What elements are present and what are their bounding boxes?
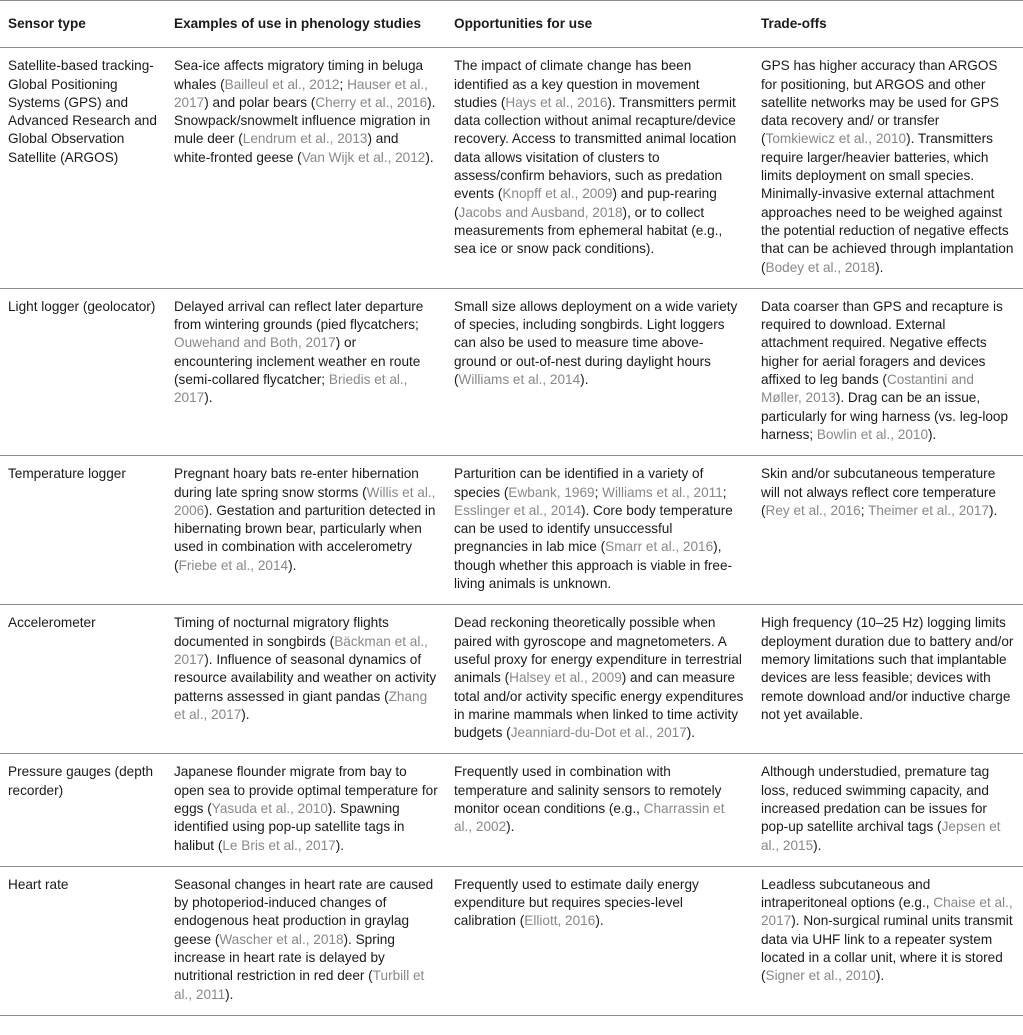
tradeoffs-cell — [753, 866, 1023, 1015]
table-body — [0, 48, 1023, 1016]
cell-text: ). — [580, 372, 589, 388]
examples-cell — [166, 866, 446, 1015]
tradeoffs-cell — [753, 605, 1023, 754]
table-row — [0, 754, 1023, 866]
cell-text: ). Transmitters permit data collection without animal recapture/device recovery. Access to transmitted animal location data allows visitation of clusters to assess/confirm behaviors, such as predation events ( — [454, 94, 737, 202]
cell-text: ). — [686, 725, 696, 741]
opportunities-cell — [446, 605, 753, 754]
cell-text: ). — [425, 149, 434, 165]
citation-link[interactable]: Theimer et al., 2017 — [868, 502, 989, 518]
cell-text: ). — [288, 557, 297, 573]
sensor-type-cell: Heart rate — [0, 866, 166, 1015]
cell-text: Leadless subcutaneous and intraperitoneal options (e.g., — [761, 876, 934, 911]
citation-link[interactable]: Cherry et al., 2016 — [315, 94, 428, 110]
opportunities-cell — [446, 866, 753, 1015]
cell-text: Skin and/or subcutaneous temperature will not always reflect core temperature ( — [761, 466, 996, 518]
citation-link[interactable]: Lendrum et al., 2013 — [242, 131, 368, 147]
sensor-type-cell: Pressure gauges (depth recorder) — [0, 754, 166, 866]
sensor-type-cell: Temperature logger — [0, 456, 166, 605]
citation-link[interactable]: Briedis et al., 2017 — [174, 372, 408, 406]
tradeoffs-cell — [753, 456, 1023, 605]
header-sensor-type: Sensor type — [0, 1, 166, 48]
sensor-type-cell: Satellite-based tracking- Global Positioning Systems (GPS) and Advanced Research and Global Observation Satellite (ARGOS) — [0, 48, 166, 289]
citation-link[interactable]: Costantini and Møller, 2013 — [761, 372, 974, 406]
opportunities-cell — [446, 456, 753, 605]
sensor-type-cell: Light logger (geolocator) — [0, 288, 166, 455]
citation-link[interactable]: Bodey et al., 2018 — [765, 259, 876, 275]
header-opportunities: Opportunities for use — [446, 1, 753, 48]
table-row — [0, 456, 1023, 605]
citation-link[interactable]: Williams et al., 2014 — [458, 372, 581, 388]
cell-text: ). Snowpack/snowmelt influence migration in mule deer ( — [174, 94, 436, 147]
cell-text: ). Spring increase in heart rate is delayed by nutritional restriction in red deer ( — [174, 931, 395, 984]
cell-text: Parturition can be identified in a variety of species ( — [454, 466, 704, 500]
cell-text: The impact of climate change has been identified as a key question in movement studies ( — [454, 58, 700, 110]
cell-text: ) and pup-rearing ( — [454, 186, 717, 220]
citation-link[interactable]: Elliott, 2016 — [524, 913, 596, 929]
table-row — [0, 288, 1023, 455]
cell-text: ), or to collect measurements from ephemeral habitat (e.g., sea ice or snow pack conditions). — [454, 204, 723, 257]
citation-link[interactable]: Wascher et al., 2018 — [219, 931, 344, 947]
cell-text: ). Influence of seasonal dynamics of resource availability and weather on activity patterns assessed in giant pandas ( — [174, 651, 437, 704]
sensor-type-cell: Accelerometer — [0, 605, 166, 754]
cell-text: ). — [225, 986, 234, 1002]
citation-link[interactable]: Williams et al., 2011 — [602, 484, 723, 500]
examples-cell — [166, 754, 446, 866]
cell-text: ). — [595, 913, 604, 929]
table-row — [0, 866, 1023, 1015]
citation-link[interactable]: Hays et al., 2016 — [505, 94, 608, 110]
citation-link[interactable]: Willis et al., 2006 — [174, 484, 436, 518]
citation-link[interactable]: Hauser et al., 2017 — [174, 76, 428, 110]
cell-text: Seasonal changes in heart rate are caused by photoperiod-induced changes of endogenous heat production in graylag geese ( — [174, 876, 434, 947]
cell-text: Frequently used to estimate daily energy expenditure but requires species-level calibration ( — [454, 876, 699, 929]
cell-text: ) or encountering inclement weather en route (semi-collared flycatcher; — [174, 335, 421, 388]
cell-text: Pregnant hoary bats re-enter hibernation during late spring snow storms ( — [174, 466, 419, 500]
cell-text: ). — [204, 390, 213, 406]
cell-text: Sea-ice affects migratory timing in beluga whales ( — [174, 58, 424, 92]
table-row — [0, 48, 1023, 289]
examples-cell — [166, 605, 446, 754]
cell-text: ) and polar bears ( — [204, 94, 316, 110]
citation-link[interactable]: Turbill et al., 2011 — [174, 968, 425, 1002]
citation-link[interactable]: Signer et al., 2010 — [765, 968, 876, 984]
cell-text: GPS has higher accuracy than ARGOS for positioning, but ARGOS and other satellite networks may be used for GPS data recovery and/ or transfer ( — [761, 58, 999, 147]
cell-text: ). Core body temperature can be used to identify unsuccessful pregnancies in lab mice ( — [454, 502, 733, 555]
cell-text: Although understudied, premature tag loss, reduced swimming capacity, and increased predation can be issues for pop-up satellite archival tags ( — [761, 764, 990, 835]
citation-link[interactable]: Chaise et al., 2017 — [761, 895, 1013, 929]
citation-link[interactable]: Charrassin et al., 2002 — [454, 800, 725, 835]
cell-text: ). Gestation and parturition detected in hibernating brown bear, particularly when used in combination with accelerometry ( — [174, 502, 436, 573]
citation-link[interactable]: Tomkiewicz et al., 2010 — [765, 131, 907, 147]
table-row — [0, 605, 1023, 754]
cell-text: ). — [875, 259, 884, 275]
cell-text: Dead reckoning theoretically possible when paired with gyroscope and magnetometers. A useful proxy for energy expenditure in terrestrial animals ( — [454, 615, 742, 686]
citation-link[interactable]: Yasuda et al., 2010 — [211, 800, 328, 816]
cell-text: ). Transmitters require larger/heavier batteries, which limits deployment on small species. Minimally-invasive external attachment approaches need to be weighed against the potential reduction of negative effects that can be achieved through implantation ( — [761, 131, 1014, 275]
header-row — [0, 1, 1023, 48]
tradeoffs-cell — [753, 48, 1023, 289]
cell-text: ; — [722, 484, 727, 500]
cell-text: Small size allows deployment on a wide variety of species, including songbirds. Light loggers can also be used to measure time above-ground or out-of-nest during daylight hours ( — [454, 298, 738, 388]
opportunities-cell — [446, 754, 753, 866]
cell-text: Timing of nocturnal migratory flights documented in songbirds ( — [174, 615, 389, 649]
citation-link[interactable]: Bäckman et al., 2017 — [174, 633, 428, 667]
cell-text: ; — [594, 484, 603, 500]
header-trade-offs: Trade-offs — [753, 1, 1023, 48]
cell-text: ). — [875, 968, 885, 984]
opportunities-cell — [446, 288, 753, 455]
cell-text: ). Drag can be an issue, particularly for wing harness (vs. leg-loop harness; — [761, 390, 1009, 442]
cell-text: ; — [339, 76, 348, 92]
cell-text: ) and white-fronted geese ( — [174, 131, 399, 165]
opportunities-cell — [446, 48, 753, 289]
tradeoffs-cell — [753, 754, 1023, 866]
cell-text: ) and can measure total and/or activity specific energy expenditures in marine mammals when linked to time activity budgets ( — [454, 670, 744, 741]
cell-text: ). — [813, 837, 822, 853]
citation-link[interactable]: Zhang et al., 2017 — [174, 688, 428, 722]
citation-link[interactable]: Ouwehand and Both, 2017 — [174, 335, 336, 351]
cell-text: ). — [928, 426, 937, 442]
cell-text: Japanese flounder migrate from bay to open sea to provide optimal temperature for eggs ( — [174, 764, 438, 816]
header-examples: Examples of use in phenology studies — [166, 1, 446, 48]
cell-text: ). — [988, 502, 998, 518]
cell-text: Frequently used in combination with temperature and salinity sensors to remotely monitor ocean conditions (e.g., — [454, 764, 722, 816]
citation-link[interactable]: Bowlin et al., 2010 — [816, 426, 929, 442]
examples-cell — [166, 456, 446, 605]
tradeoffs-cell — [753, 288, 1023, 455]
cell-text: Data coarser than GPS and recapture is required to download. External attachment required. Negative effects higher for aerial foragers and devices affixed to leg bands ( — [761, 298, 1003, 388]
examples-cell — [166, 48, 446, 289]
cell-text: Delayed arrival can reflect later departure from wintering grounds (pied flycatchers; — [174, 298, 424, 333]
cell-text: ). — [506, 819, 515, 835]
cell-text: ; — [860, 502, 869, 518]
citation-link[interactable]: Rey et al., 2016 — [765, 502, 861, 518]
citation-link[interactable]: Van Wijk et al., 2012 — [301, 149, 426, 165]
cell-text: ). Non-surgical ruminal units transmit data via UHF link to a repeater system located in a collar unit, where it is stored ( — [761, 913, 1013, 984]
cell-text: ). — [335, 837, 345, 853]
citation-link[interactable]: Esslinger et al., 2014 — [454, 502, 581, 518]
cell-text: ), though whether this approach is viable in free-living animals is unknown. — [454, 539, 733, 592]
cell-text: ). Spawning identified using pop-up satellite tags in halibut ( — [174, 800, 405, 853]
examples-cell — [166, 288, 446, 455]
citation-link[interactable]: Smarr et al., 2016 — [605, 539, 714, 555]
citation-link[interactable]: Jeanniard-du-Dot et al., 2017 — [510, 725, 687, 741]
citation-link[interactable]: Halsey et al., 2009 — [509, 670, 622, 686]
cell-text: ). — [241, 706, 250, 722]
citation-link[interactable]: Knopff et al., 2009 — [502, 186, 613, 202]
citation-link[interactable]: Ewbank, 1969 — [508, 484, 595, 500]
citation-link[interactable]: Bailleul et al., 2012 — [224, 76, 340, 92]
citation-link[interactable]: Jepsen et al., 2015 — [761, 819, 1001, 853]
citation-link[interactable]: Le Bris et al., 2017 — [222, 837, 336, 853]
citation-link[interactable]: Jacobs and Ausband, 2018 — [458, 204, 623, 220]
cell-text: High frequency (10–25 Hz) logging limits deployment duration due to battery and/or memory limitations such that implantable devices are less feasible; devices with remote download and/or inductive charge not yet available. — [761, 615, 1014, 722]
citation-link[interactable]: Friebe et al., 2014 — [178, 557, 289, 573]
